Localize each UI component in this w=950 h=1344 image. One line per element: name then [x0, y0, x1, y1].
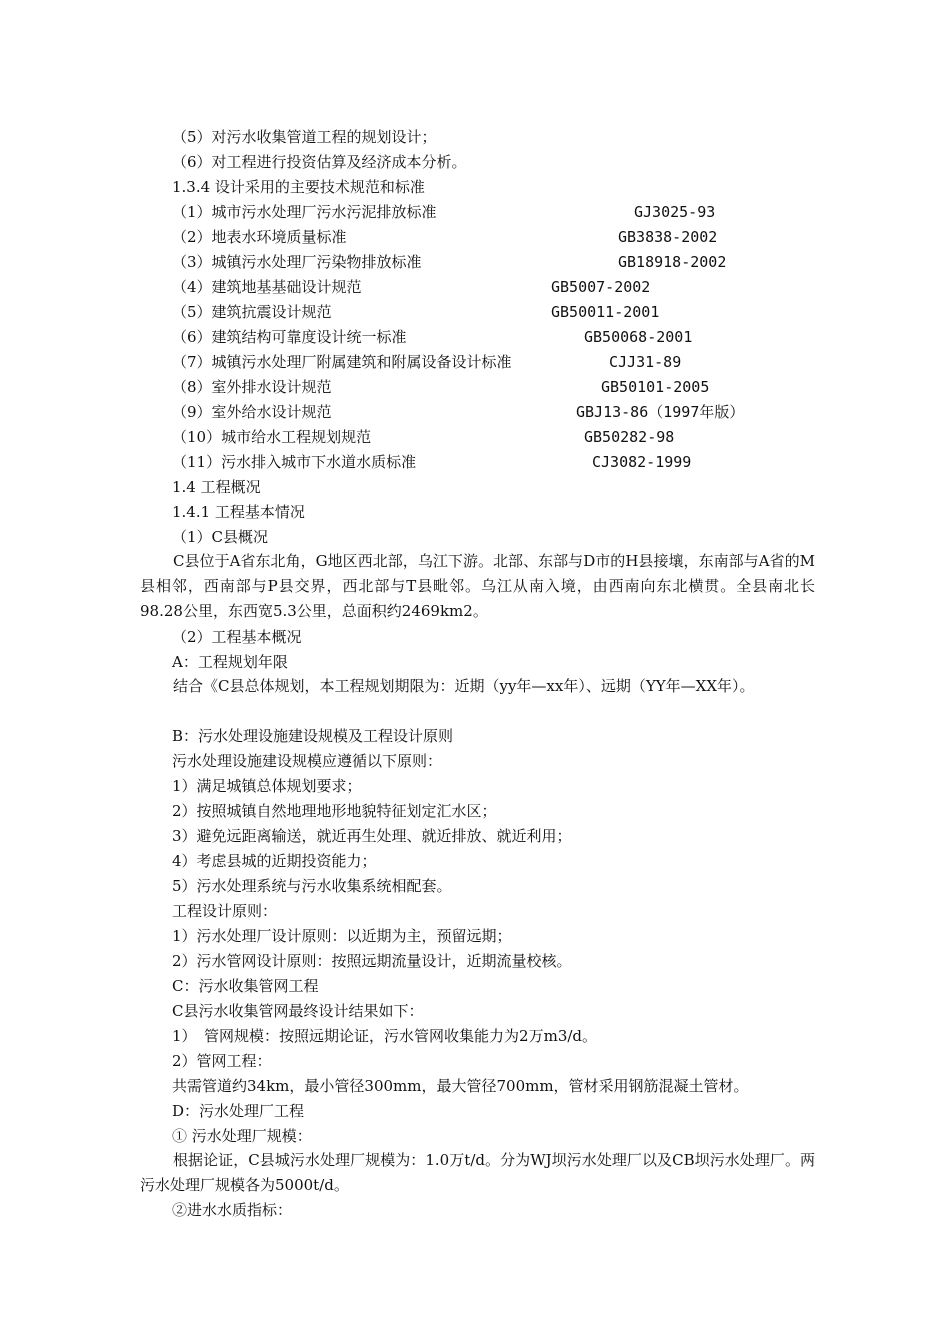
- standard-name: （6）建筑结构可靠度设计统一标准: [172, 328, 407, 346]
- section-heading: 1.3.4 设计采用的主要技术规范和标准: [172, 178, 425, 196]
- list-item: 1） 管网规模：按照远期论证，污水管网收集能力为2万m3/d。: [172, 1027, 598, 1045]
- paragraph-years: 结合《C县总体规划，本工程规划期限为：近期（yy年—xx年）、远期（YY年—XX年）。: [173, 677, 755, 695]
- standard-code: GB50101-2005: [601, 378, 710, 396]
- standard-name: （1）城市污水处理厂污水污泥排放标准: [172, 203, 437, 221]
- text-line: 工程设计原则：: [172, 902, 278, 920]
- standard-name: （3）城镇污水处理厂污染物排放标准: [172, 253, 422, 271]
- standard-code: GB5007-2002: [551, 278, 651, 296]
- list-item: 3）避免远距离输送，就近再生处理、就近排放、就近利用；: [172, 827, 572, 845]
- sub-heading: （1）C县概况: [172, 528, 269, 546]
- standard-code: GB50282-98: [584, 428, 675, 446]
- text-line: 污水处理设施建设规模应遵循以下原则：: [172, 752, 443, 770]
- standard-name: （7）城镇污水处理厂附属建筑和附属设备设计标准: [172, 353, 512, 371]
- standard-name: （2）地表水环境质量标准: [172, 228, 347, 246]
- section-heading: 1.4 工程概况: [172, 478, 261, 496]
- list-item: 1）污水处理厂设计原则：以近期为主，预留远期；: [172, 927, 512, 945]
- standard-code: GB50011-2001: [551, 303, 660, 321]
- list-item: 5）污水处理系统与污水收集系统相配套。: [172, 877, 452, 895]
- list-item: ②进水水质指标：: [172, 1201, 293, 1219]
- sub-heading: （2）工程基本概况: [172, 628, 302, 646]
- list-item: ① 污水处理厂规模：: [172, 1127, 312, 1145]
- standard-code: CJJ31-89: [609, 353, 682, 371]
- item-heading: D：污水处理厂工程: [172, 1102, 305, 1120]
- standard-code: CJ3082-1999: [592, 453, 692, 471]
- item-heading: B：污水处理设施建设规模及工程设计原则: [172, 727, 454, 745]
- list-item: 1）满足城镇总体规划要求；: [172, 777, 362, 795]
- standard-name: （8）室外排水设计规范: [172, 378, 332, 396]
- list-item: 2）管网工程：: [172, 1052, 272, 1070]
- paragraph-county: C县位于A省东北角，G地区西北部，乌江下游。北部、东部与D市的H县接壤，东南部与A省的M县相邻，西南部与P县交界，西北部与T县毗邻。乌江从南入境，由西南向东北横贯。全县南北长98.28公里，东西宽5.3公里，总面积约2469km2。: [140, 552, 815, 620]
- standard-name: （4）建筑地基基础设计规范: [172, 278, 362, 296]
- text-line: C县污水收集管网最终设计结果如下：: [172, 1002, 424, 1020]
- text-line: 共需管道约34km，最小管径300mm，最大管径700mm，管材采用钢筋混凝土管材。: [172, 1077, 749, 1095]
- standard-name: （9）室外给水设计规范: [172, 403, 332, 421]
- standard-name: （11）污水排入城市下水道水质标准: [172, 453, 417, 471]
- standard-code: GJ3025-93: [634, 203, 716, 221]
- standard-name: （10）城市给水工程规划规范: [172, 428, 372, 446]
- standard-code: GB18918-2002: [618, 253, 727, 271]
- list-item: 2）按照城镇自然地理地形地貌特征划定汇水区；: [172, 802, 497, 820]
- item-heading: A：工程规划年限: [172, 653, 288, 671]
- standard-code: GBJ13-86（1997年版）: [576, 403, 745, 421]
- paragraph-plant: 根据论证，C县城污水处理厂规模为：1.0万t/d。分为WJ坝污水处理厂以及CB坝污水处理厂。两污水处理厂规模各为5000t/d。: [140, 1151, 815, 1194]
- standard-code: GB50068-2001: [584, 328, 693, 346]
- list-item: 4）考虑县城的近期投资能力；: [172, 852, 377, 870]
- standard-name: （5）建筑抗震设计规范: [172, 303, 332, 321]
- list-item: 2）污水管网设计原则：按照远期流量设计，近期流量校核。: [172, 952, 572, 970]
- text-line: （6）对工程进行投资估算及经济成本分析。: [172, 153, 467, 171]
- item-heading: C：污水收集管网工程: [172, 977, 319, 995]
- section-heading: 1.4.1 工程基本情况: [172, 503, 305, 521]
- standard-code: GB3838-2002: [618, 228, 718, 246]
- text-line: （5）对污水收集管道工程的规划设计；: [172, 128, 437, 146]
